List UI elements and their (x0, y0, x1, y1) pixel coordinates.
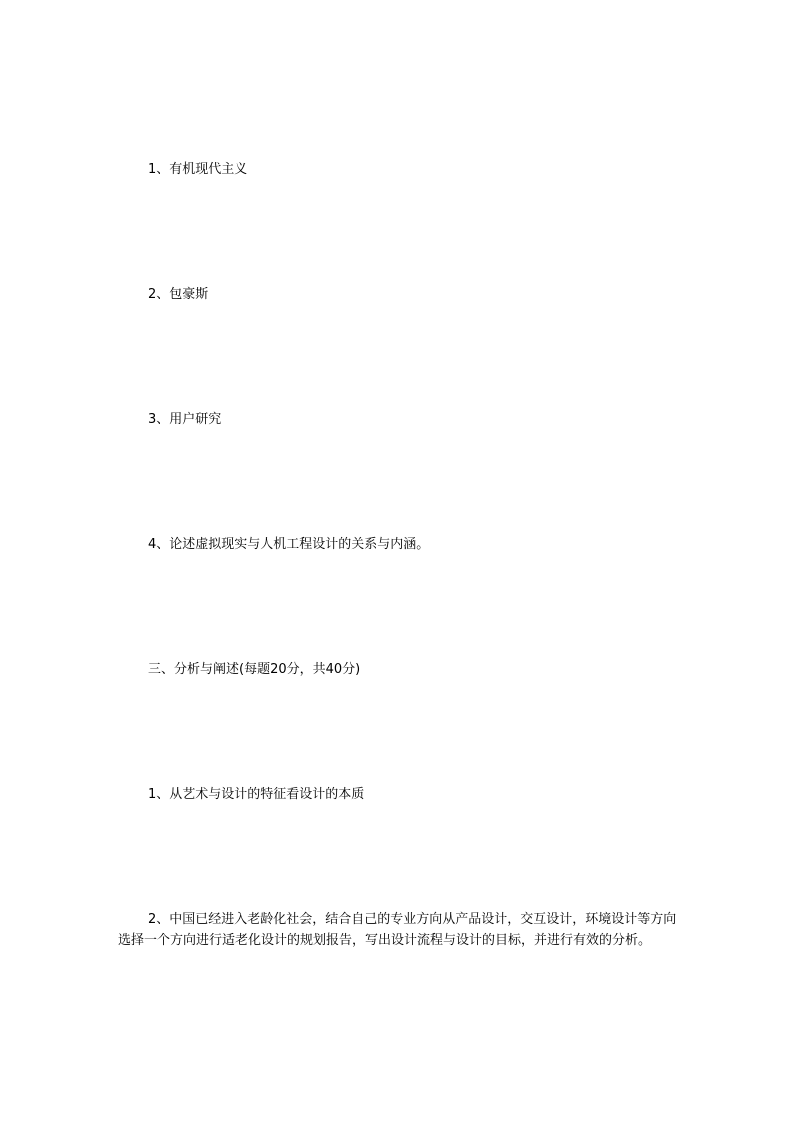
question-item-4: 4、论述虚拟现实与人机工程设计的关系与内涵。 (148, 537, 430, 552)
question-item-2: 2、包豪斯 (148, 287, 209, 302)
analysis-item-1: 1、从艺术与设计的特征看设计的本质 (148, 787, 365, 802)
analysis-item-2: 2、中国已经进入老龄化社会，结合自己的专业方向从产品设计，交互设计，环境设计等方向选择一个方向进行适老化设计的规划报告，写出设计流程与设计的目标，并进行有效的分析。 (118, 912, 677, 948)
section-heading: 三、分析与阐述(每题20分，共40分) (148, 662, 361, 677)
question-item-1: 1、有机现代主义 (148, 162, 248, 177)
question-item-3: 3、用户研究 (148, 412, 222, 427)
